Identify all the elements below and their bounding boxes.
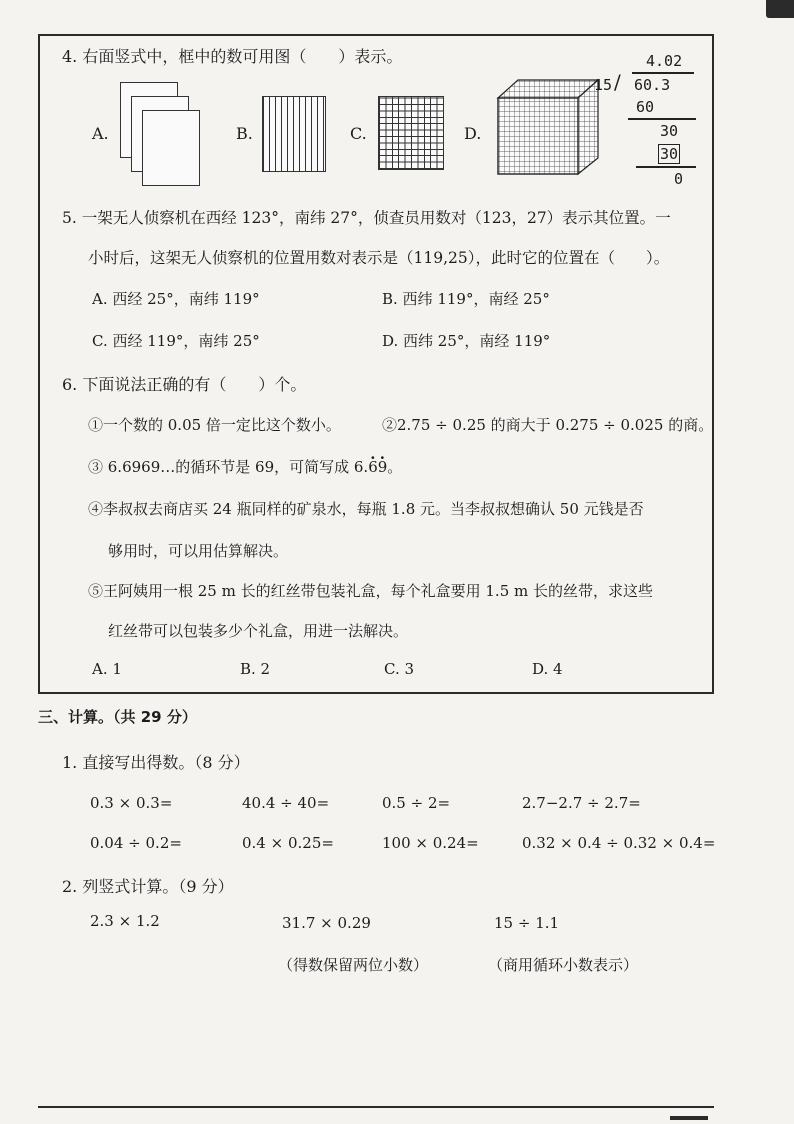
vertical-calc-3: 15 ÷ 1.1 xyxy=(494,914,560,932)
section3-part2-title: 2. 列竖式计算。（9 分） xyxy=(62,877,234,896)
mental-calc-3: 0.5 ÷ 2= xyxy=(382,794,451,812)
left-border-line xyxy=(38,34,40,694)
q6-option-d: D. 4 xyxy=(532,660,563,678)
mental-calc-2: 40.4 ÷ 40= xyxy=(242,794,330,812)
vertical-calc-1: 2.3 × 1.2 xyxy=(90,912,160,930)
q4-figure-c-hundred-grid xyxy=(378,96,444,170)
division-boxed-number: 30 xyxy=(660,145,679,163)
section3-title: 三、计算。（共 29 分） xyxy=(38,708,197,726)
q6-statement-4-line2: 够用时，可以用估算解决。 xyxy=(108,542,289,560)
division-step1: 60 xyxy=(636,98,655,116)
division-divisor: 15 xyxy=(594,76,613,94)
mental-calc-1: 0.3 × 0.3= xyxy=(90,794,173,812)
q4-option-c-label: C. xyxy=(350,124,367,143)
division-dividend: 60.3 xyxy=(634,76,671,94)
mental-calc-7: 100 × 0.24= xyxy=(382,834,479,852)
q6-statement-3: ③ 6.6969…的循环节是 69，可简写成 6.. 6. 9。 xyxy=(88,456,402,477)
division-quotient: 4.02 xyxy=(646,52,683,70)
vertical-calc-2-note: （得数保留两位小数） xyxy=(278,956,429,974)
vertical-calc-3-note: （商用循环小数表示） xyxy=(488,956,639,974)
q5-line1: 5. 一架无人侦察机在西经 123°，南纬 27°，侦查员用数对（123，27）表示其位置。一 xyxy=(62,209,671,227)
repeating-dot-9: . 9 xyxy=(378,458,388,476)
q5-option-a: A. 西经 25°，南纬 119° xyxy=(92,290,260,308)
q6-option-a: A. 1 xyxy=(92,660,122,678)
q4-figure-d-thousand-cube xyxy=(494,76,604,176)
q6-statement-1: ①一个数的 0.05 倍一定比这个数小。 xyxy=(88,416,341,434)
q6-statement-4-line1: ④李叔叔去商店买 24 瓶同样的矿泉水，每瓶 1.8 元。当李叔叔想确认 50 元钱是否 xyxy=(88,500,644,518)
q4-question: 4. 右面竖式中，框中的数可用图（ ）表示。 xyxy=(62,47,403,66)
q4-figure-b-strips xyxy=(262,96,326,172)
mental-calc-6: 0.4 × 0.25= xyxy=(242,834,334,852)
bottom-border-line xyxy=(38,1106,714,1108)
bottom-right-mark xyxy=(670,1116,708,1120)
q4-option-a-label: A. xyxy=(92,124,109,143)
q4-option-b-label: B. xyxy=(236,124,253,143)
page-corner-tab xyxy=(766,0,794,18)
q6-option-b: B. 2 xyxy=(240,660,271,678)
q5-line2: 小时后，这架无人侦察机的位置用数对表示是（119,25），此时它的位置在（ ）。 xyxy=(88,249,670,267)
q5-option-d: D. 西纬 25°，南经 119° xyxy=(382,332,551,350)
repeating-dot-6: . 6 xyxy=(368,458,378,476)
right-border-line xyxy=(712,34,714,694)
q5-option-b: B. 西纬 119°，南经 25° xyxy=(382,290,550,308)
q6-statement-2: ②2.75 ÷ 0.25 的商大于 0.275 ÷ 0.025 的商。 xyxy=(382,416,714,434)
top-border-line xyxy=(38,34,714,36)
mental-calc-8: 0.32 × 0.4 ÷ 0.32 × 0.4= xyxy=(522,834,716,852)
vertical-calc-2: 31.7 × 0.29 xyxy=(282,914,371,932)
section-divider-line xyxy=(38,692,714,694)
q6-statement-5-line1: ⑤王阿姨用一根 25 m 长的红丝带包装礼盒，每个礼盒要用 1.5 m 长的丝带，求这些 xyxy=(88,582,654,600)
q6-option-c: C. 3 xyxy=(384,660,415,678)
mental-calc-4: 2.7−2.7 ÷ 2.7= xyxy=(522,794,641,812)
mental-calc-5: 0.04 ÷ 0.2= xyxy=(90,834,182,852)
division-step2: 30 xyxy=(660,122,679,140)
q6-statement-5-line2: 红丝带可以包装多少个礼盒，用进一法解决。 xyxy=(108,622,409,640)
section3-part1-title: 1. 直接写出得数。（8 分） xyxy=(62,753,250,772)
division-remainder: 0 xyxy=(674,170,684,188)
q4-option-d-label: D. xyxy=(464,124,482,143)
q5-option-c: C. 西经 119°，南纬 25° xyxy=(92,332,260,350)
q6-question: 6. 下面说法正确的有（ ）个。 xyxy=(62,375,307,394)
